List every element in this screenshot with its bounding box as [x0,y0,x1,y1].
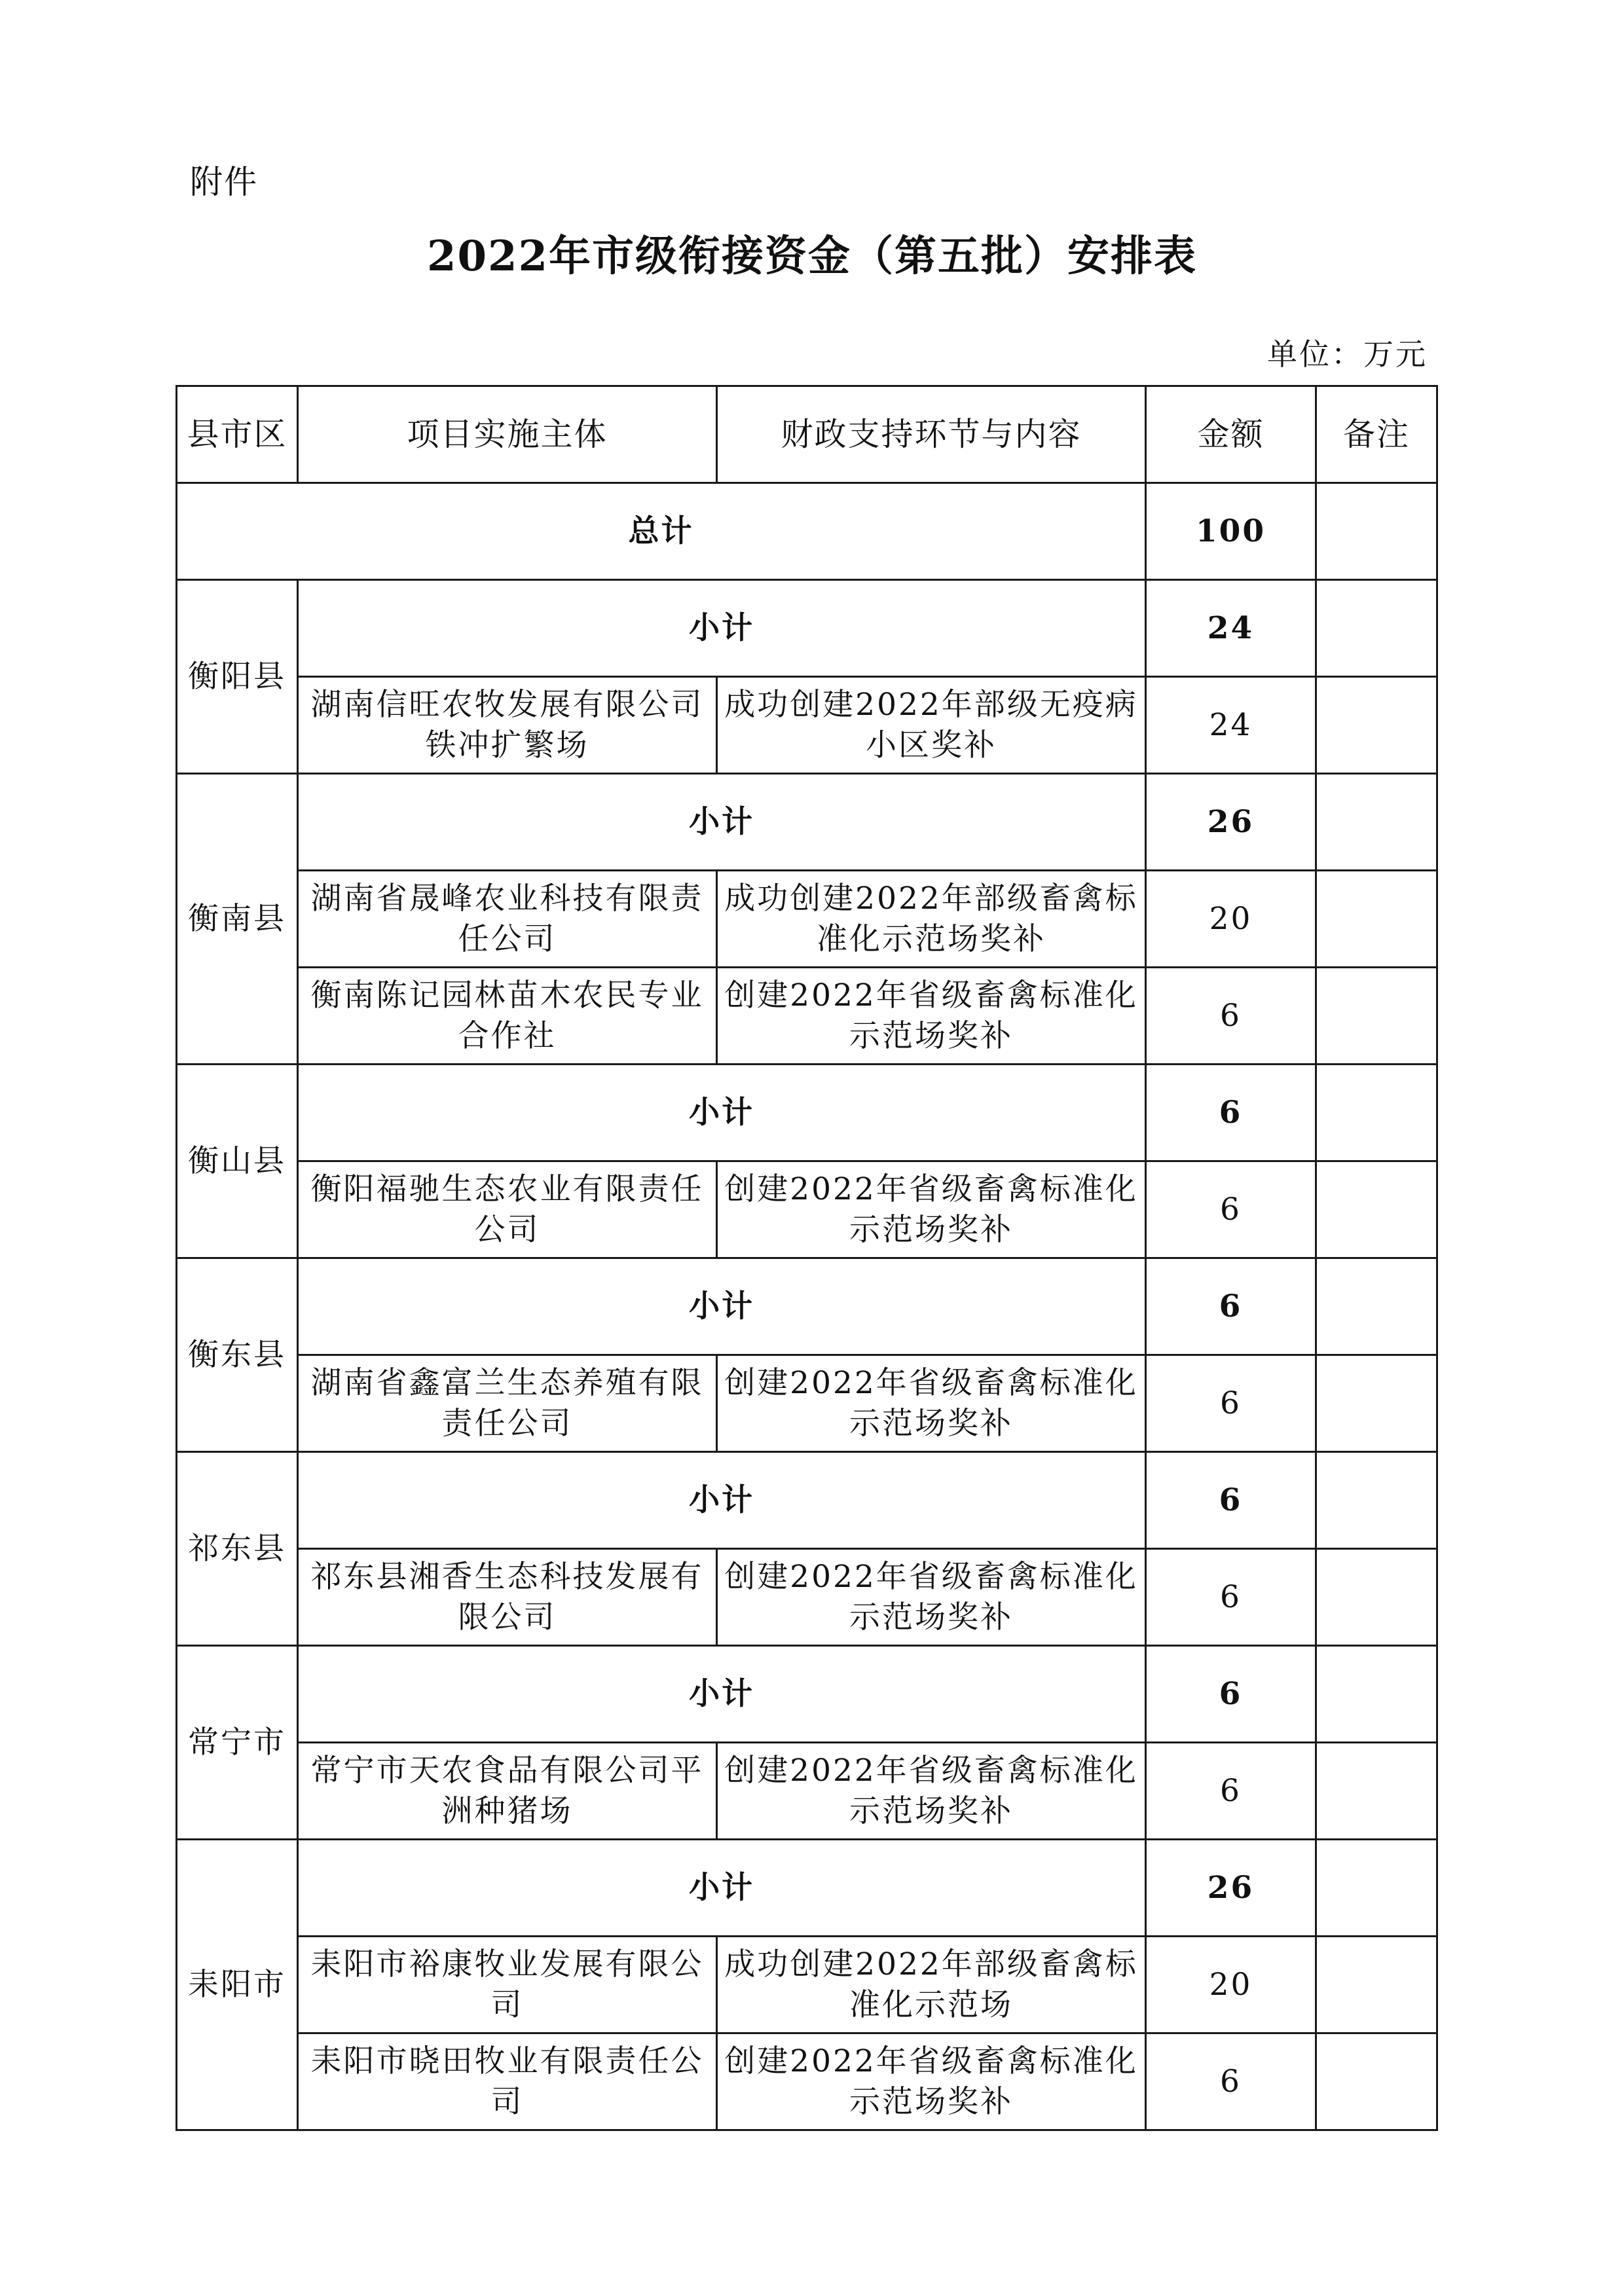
amount-cell: 20 [1146,871,1316,968]
subtotal-amount: 6 [1146,1258,1316,1355]
total-label: 总计 [177,483,1146,580]
amount-cell: 20 [1146,1937,1316,2033]
subtotal-amount: 26 [1146,774,1316,871]
content-cell: 创建2022年省级畜禽标准化示范场奖补 [717,1549,1146,1646]
county-cell: 衡南县 [177,774,298,1065]
item-row [177,1937,1437,2033]
subtotal-amount: 6 [1146,1065,1316,1161]
content-cell: 创建2022年省级畜禽标准化示范场奖补 [717,1355,1146,1452]
amount-cell: 6 [1146,968,1316,1065]
entity-cell: 衡阳福驰生态农业有限责任公司 [298,1161,717,1258]
header-note: 备注 [1316,386,1437,483]
item-row [177,968,1437,1065]
total-note [1316,483,1437,580]
subtotal-row [177,1646,1437,1743]
note-cell [1316,1161,1437,1258]
allocation-table [175,385,1438,2131]
item-row [177,1161,1437,1258]
item-row [177,871,1437,968]
subtotal-label: 小计 [298,1065,1146,1161]
total-amount: 100 [1146,483,1316,580]
entity-cell: 湖南省鑫富兰生态养殖有限责任公司 [298,1355,717,1452]
attachment-label: 附件 [190,163,258,201]
header-row [177,386,1437,483]
note-cell [1316,1937,1437,2033]
table-body [177,483,1437,2130]
subtotal-note [1316,580,1437,677]
item-row [177,677,1437,774]
header-county: 县市区 [177,386,298,483]
amount-cell: 6 [1146,1161,1316,1258]
total-row [177,483,1437,580]
note-cell [1316,677,1437,774]
subtotal-note [1316,1840,1437,1937]
subtotal-label: 小计 [298,1258,1146,1355]
content-cell: 创建2022年省级畜禽标准化示范场奖补 [717,968,1146,1065]
subtotal-note [1316,1065,1437,1161]
subtotal-row [177,580,1437,677]
subtotal-note [1316,1258,1437,1355]
content-cell: 成功创建2022年部级无疫病小区奖补 [717,677,1146,774]
subtotal-row [177,1840,1437,1937]
subtotal-label: 小计 [298,1840,1146,1937]
header-content: 财政支持环节与内容 [717,386,1146,483]
subtotal-label: 小计 [298,1646,1146,1743]
note-cell [1316,871,1437,968]
amount-cell: 6 [1146,1355,1316,1452]
subtotal-note [1316,1452,1437,1549]
entity-cell: 祁东县湘香生态科技发展有限公司 [298,1549,717,1646]
amount-cell: 6 [1146,1743,1316,1840]
note-cell [1316,1549,1437,1646]
entity-cell: 耒阳市晓田牧业有限责任公司 [298,2033,717,2130]
content-cell: 创建2022年省级畜禽标准化示范场奖补 [717,1161,1146,1258]
entity-cell: 衡南陈记园林苗木农民专业合作社 [298,968,717,1065]
note-cell [1316,1743,1437,1840]
content-cell: 成功创建2022年部级畜禽标准化示范场奖补 [717,871,1146,968]
subtotal-amount: 6 [1146,1646,1316,1743]
note-cell [1316,1355,1437,1452]
document-title: 2022年市级衔接资金（第五批）安排表 [426,232,1198,281]
county-cell: 常宁市 [177,1646,298,1840]
unit-label: 单位：万元 [1267,337,1428,372]
content-cell: 创建2022年省级畜禽标准化示范场奖补 [717,2033,1146,2130]
entity-cell: 耒阳市裕康牧业发展有限公司 [298,1937,717,2033]
entity-cell: 湖南信旺农牧发展有限公司铁冲扩繁场 [298,677,717,774]
entity-cell: 湖南省晟峰农业科技有限责任公司 [298,871,717,968]
county-cell: 衡东县 [177,1258,298,1452]
item-row [177,1549,1437,1646]
note-cell [1316,2033,1437,2130]
header-amount: 金额 [1146,386,1316,483]
county-cell: 耒阳市 [177,1840,298,2130]
subtotal-amount: 26 [1146,1840,1316,1937]
amount-cell: 6 [1146,1549,1316,1646]
county-cell: 衡山县 [177,1065,298,1258]
content-cell: 创建2022年省级畜禽标准化示范场奖补 [717,1743,1146,1840]
county-cell: 祁东县 [177,1452,298,1646]
subtotal-label: 小计 [298,580,1146,677]
subtotal-row [177,774,1437,871]
item-row [177,1743,1437,1840]
subtotal-label: 小计 [298,774,1146,871]
entity-cell: 常宁市天农食品有限公司平洲种猪场 [298,1743,717,1840]
subtotal-row [177,1452,1437,1549]
subtotal-note [1316,1646,1437,1743]
subtotal-amount: 6 [1146,1452,1316,1549]
amount-cell: 24 [1146,677,1316,774]
amount-cell: 6 [1146,2033,1316,2130]
note-cell [1316,968,1437,1065]
subtotal-amount: 24 [1146,580,1316,677]
subtotal-row [177,1065,1437,1161]
header-entity: 项目实施主体 [298,386,717,483]
item-row [177,1355,1437,1452]
subtotal-row [177,1258,1437,1355]
content-cell: 成功创建2022年部级畜禽标准化示范场 [717,1937,1146,2033]
county-cell: 衡阳县 [177,580,298,774]
subtotal-note [1316,774,1437,871]
subtotal-label: 小计 [298,1452,1146,1549]
item-row [177,2033,1437,2130]
